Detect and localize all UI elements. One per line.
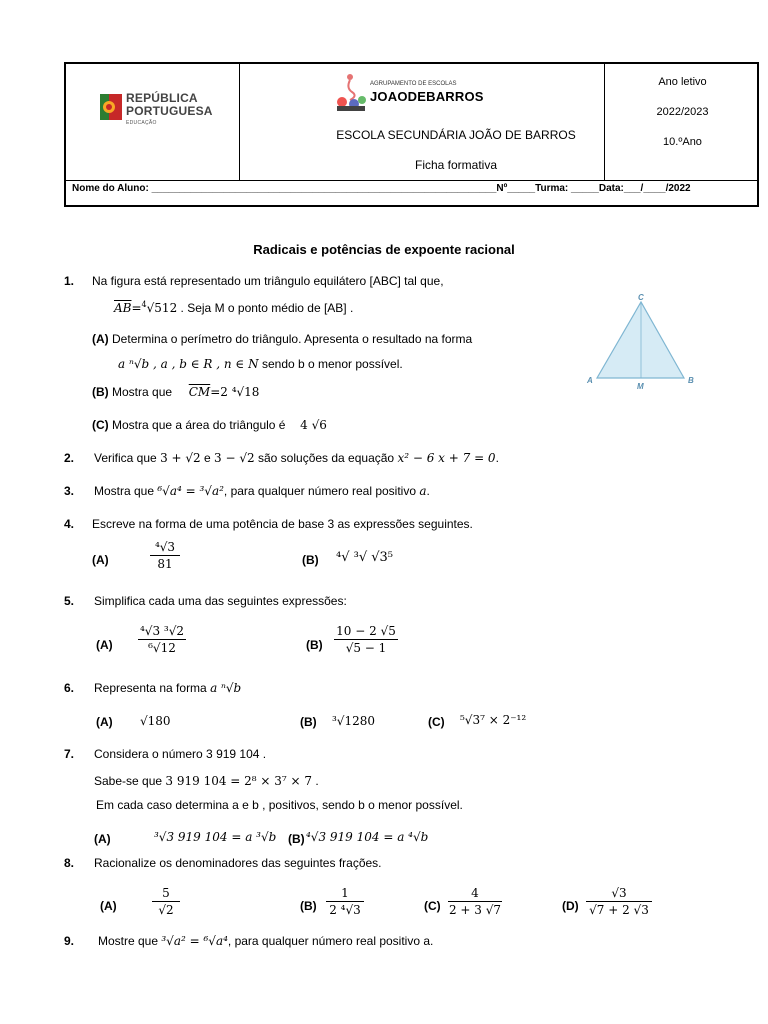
q1c-line (92, 418, 327, 432)
q1b-expr: =2 ⁴√18 (210, 385, 260, 399)
question-number: 9. (64, 934, 75, 948)
q2-root2: 3 − √2 (214, 451, 255, 465)
q6-line (94, 681, 241, 695)
q4a-label: (A) (92, 553, 109, 567)
q1a-label: (A) (92, 332, 109, 346)
q4b-expr: ⁴√ ³√ √3⁵ (336, 550, 394, 565)
q1-ab-line: $\overline{AB}=^4√512$ . Seja M o ponto médio de [AB] . (114, 300, 354, 315)
q5b-fraction (334, 624, 398, 655)
q3-expr: ⁶√a⁴ = ³√a² (157, 484, 224, 498)
q1b-line (92, 385, 259, 399)
question-number: 4. (64, 517, 75, 531)
q3-end: . (426, 484, 430, 498)
school-group-text: AGRUPAMENTO DE ESCOLAS (370, 81, 457, 87)
q5b-denominator: √5 − 1 (345, 641, 387, 655)
question-number: 1. (64, 274, 75, 288)
q8a-label: (A) (100, 899, 117, 913)
header-table (64, 62, 759, 207)
q5a-denominator: ⁶√12 (148, 641, 176, 655)
q1a-form-tail: sendo b o menor possível. (261, 357, 403, 371)
q5-text: Simplifica cada uma das seguintes expressões: (94, 594, 347, 608)
q8d-fraction (586, 886, 652, 917)
vertex-c-label: C (638, 294, 644, 302)
school-brand-text: JOAODEBARROS (370, 89, 484, 104)
header-divider (239, 64, 240, 180)
q1b-label: (B) (92, 385, 109, 399)
q5b-label: (B) (306, 638, 323, 652)
q2-equation: x² − 6 x + 7 = 0 (397, 451, 496, 465)
q1a-form-line (118, 357, 403, 371)
q7a-label: (A) (94, 832, 111, 846)
q6c-label: (C) (428, 715, 445, 729)
q7-factorization: 3 919 104 = 2⁸ × 3⁷ × 7 (165, 774, 313, 788)
vertex-b-label: B (688, 376, 694, 385)
q3-line (94, 484, 430, 498)
republica-portuguesa-logo (100, 86, 213, 136)
q8-text: Racionalize os denominadores das seguintes frações. (94, 856, 382, 870)
grade-label: 10.ºAno (663, 136, 702, 148)
sheet-type: Ficha formativa (414, 158, 498, 172)
header-divider (66, 180, 757, 181)
question-number: 5. (64, 594, 75, 608)
q2-line (94, 451, 499, 465)
q7-line2-end: . (315, 774, 319, 788)
q8c-label: (C) (424, 899, 441, 913)
question-number: 7. (64, 747, 75, 761)
q2-end: . (495, 451, 499, 465)
q2-post: são soluções da equação (258, 451, 395, 465)
q1-ab-eq: = (131, 301, 142, 315)
q1-ab-tail: . Seja M o ponto médio de [AB] . (180, 301, 354, 315)
q7-line2 (94, 774, 319, 788)
page-title: Radicais e potências de expoente racional (253, 242, 515, 257)
q7-line2-pre: Sabe-se que (94, 774, 163, 788)
q2-root1: 3 + √2 (160, 451, 201, 465)
q6b-label: (B) (300, 715, 317, 729)
q6a-expr: √180 (140, 714, 171, 728)
triangle-abc (597, 302, 684, 378)
q4b-label: (B) (302, 553, 319, 567)
q8c-fraction (448, 886, 502, 917)
q6a-label: (A) (96, 715, 113, 729)
q9-expr: ³√a² = ⁶√a⁴ (161, 934, 228, 948)
q1b-cm-segment: $\overline{CM}$ (188, 385, 211, 399)
q1c-expr: 4 √6 (300, 418, 327, 432)
q9-pre: Mostre que (98, 934, 159, 948)
q7b-label: (B) (288, 832, 305, 846)
q1-text: Na figura está representado um triângulo equilátero [ABC] tal que, (92, 274, 444, 288)
q7b-expr: ⁴√3 919 104 = a ⁴√b (306, 830, 429, 844)
question-number: 2. (64, 451, 75, 465)
q1a-form: a ⁿ√b , a , b ∈ R , n ∈ N (118, 357, 259, 371)
portugal-emblem-icon (100, 94, 122, 120)
q8c-denominator: 2 + 3 √7 (448, 903, 502, 917)
q8b-label: (B) (300, 899, 317, 913)
q4a-numerator: ⁴√3 (150, 540, 180, 556)
q8a-fraction (152, 886, 180, 917)
q8b-fraction (326, 886, 364, 917)
q8a-numerator: 5 (152, 886, 180, 902)
school-year-label: Ano letivo (658, 76, 707, 88)
school-logo (334, 72, 484, 112)
q7-line3: Em cada caso determina a e b , positivos, sendo b o menor possível. (96, 798, 463, 812)
q3-post: , para qualquer número real positivo (223, 484, 417, 498)
q1c-label: (C) (92, 418, 109, 432)
q8b-numerator: 1 (326, 886, 364, 902)
question-number: 6. (64, 681, 75, 695)
q9-line (98, 934, 433, 948)
q8c-numerator: 4 (448, 886, 502, 902)
school-name: ESCOLA SECUNDÁRIA JOÃO DE BARROS (336, 128, 576, 142)
q8b-denominator: 2 ⁴√3 (329, 903, 361, 917)
q4a-denominator: 81 (157, 557, 173, 571)
q1b-text: Mostra que (112, 385, 173, 399)
vertex-a-label: A (587, 376, 593, 385)
q2-pre: Verifica que (94, 451, 157, 465)
flamingo-mascot-icon (334, 72, 368, 112)
q5a-fraction (138, 624, 186, 655)
question-number: 3. (64, 484, 75, 498)
gov-logo-text: REPÚBLICA PORTUGUESA (126, 91, 213, 118)
q6-text: Representa na forma (94, 681, 207, 695)
q9-post: , para qualquer número real positivo a. (227, 934, 434, 948)
q3-var: a (419, 484, 427, 498)
q3-pre: Mostra que (94, 484, 155, 498)
q8d-label: (D) (562, 899, 579, 913)
q1a-text: Determina o perímetro do triângulo. Apresenta o resultado na forma (112, 332, 473, 346)
q1a-line (92, 332, 472, 346)
question-number: 8. (64, 856, 75, 870)
q1-ab-radicand: 512 (154, 301, 178, 315)
q7-text: Considera o número 3 919 104 . (94, 747, 267, 761)
q5a-numerator: ⁴√3 ³√2 (140, 624, 184, 638)
q8d-denominator: √7 + 2 √3 (589, 903, 649, 917)
q7a-expr: ³√3 919 104 = a ³√b (154, 830, 277, 844)
q5b-numerator: 10 − 2 √5 (334, 624, 398, 640)
q6b-expr: ³√1280 (332, 714, 375, 728)
equilateral-triangle-figure (584, 294, 706, 394)
q4-text: Escreve na forma de uma potência de base 3 as expressões seguintes. (92, 517, 473, 531)
q4a-fraction (150, 540, 180, 571)
student-info-line: Nome do Aluno: ______________________________________________________________Nº_____Turma: _____Data:___/____/2022 (72, 183, 691, 194)
q1-ab-index: 4 (141, 300, 147, 309)
q1c-text: Mostra que a área do triângulo é (112, 418, 286, 432)
midpoint-m-label: M (637, 382, 644, 391)
q8a-denominator: √2 (158, 903, 174, 917)
q5a-label: (A) (96, 638, 113, 652)
q8d-numerator: √3 (586, 886, 652, 902)
q2-mid: e (204, 451, 211, 465)
school-year-value: 2022/2023 (656, 106, 709, 118)
gov-logo-subtitle: EDUCAÇÃO (126, 120, 157, 126)
q6-form: a ⁿ√b (210, 681, 242, 695)
q6c-expr: ⁵√3⁷ × 2⁻¹² (460, 713, 527, 727)
q1-ab-segment: $\overline{AB}$ (114, 301, 132, 315)
